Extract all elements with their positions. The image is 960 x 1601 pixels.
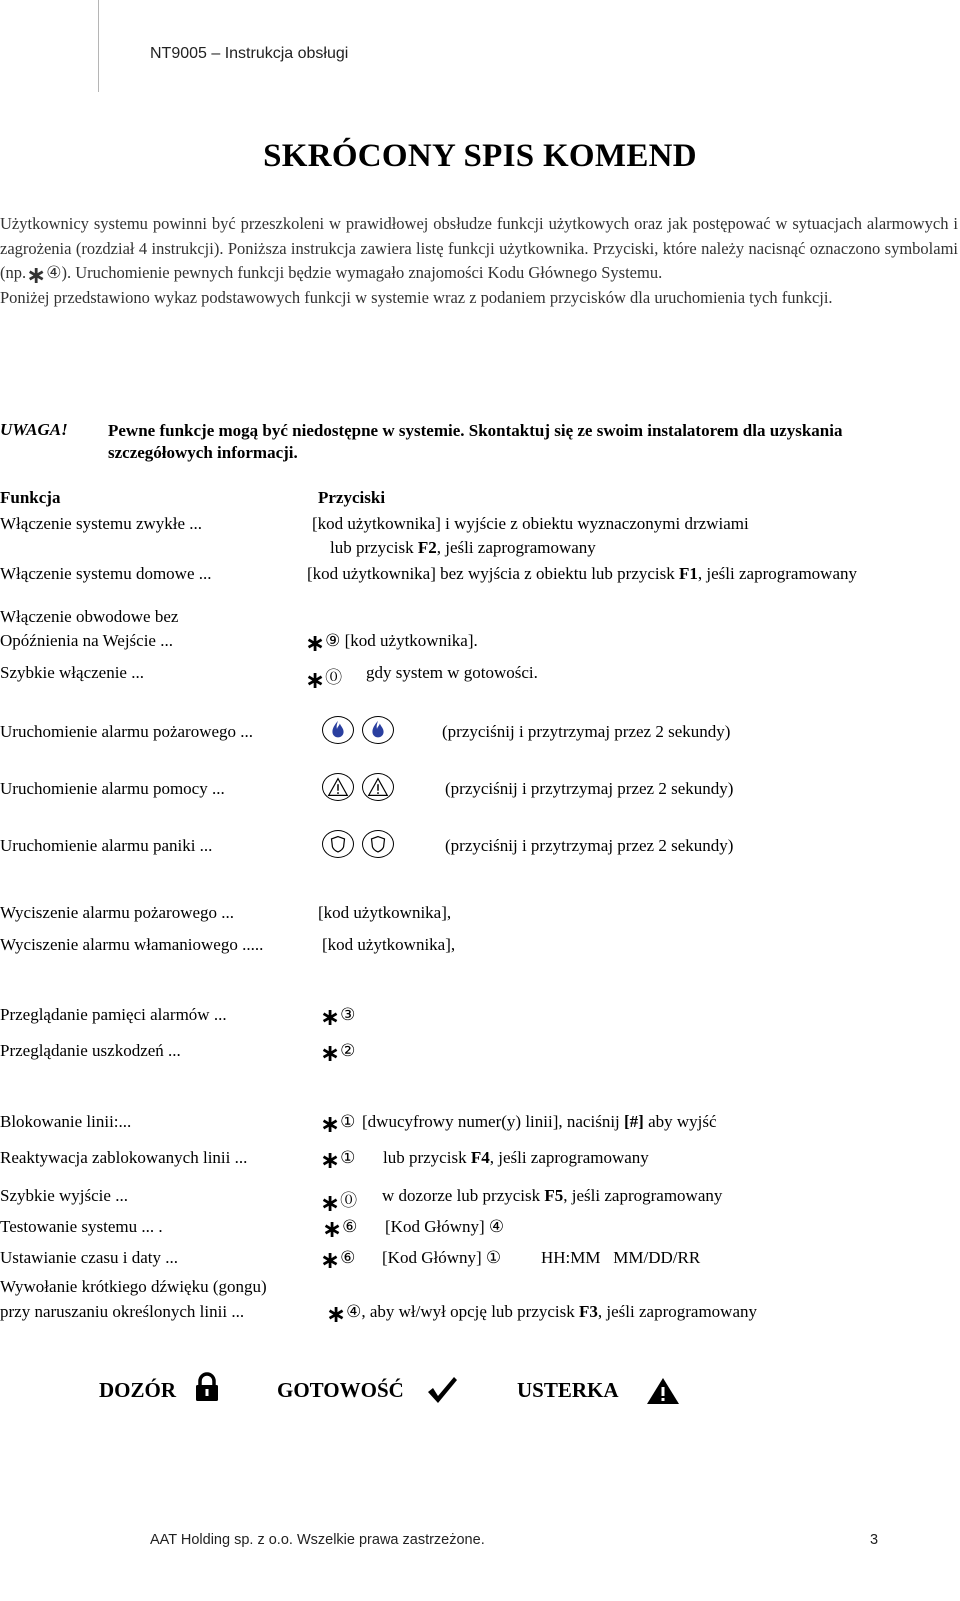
row-memory-keys bbox=[320, 1003, 356, 1031]
star-key-icon: ∗ bbox=[322, 1215, 343, 1243]
checkmark-icon bbox=[425, 1375, 459, 1405]
lock-icon bbox=[194, 1372, 220, 1402]
key-3-icon: ③ bbox=[340, 1005, 356, 1025]
row-aux-label: Uruchomienie alarmu pomocy ... bbox=[0, 779, 225, 798]
row-silence-burglary-label: Wyciszenie alarmu włamaniowego ..... bbox=[0, 935, 264, 954]
row-chime-keys: ∗④, aby wł/wył opcję lub przycisk F3, jeśli zaprogramowany bbox=[326, 1300, 757, 1328]
row-bypass-label: Blokowanie linii:... bbox=[0, 1112, 132, 1131]
row-chime-label-1: Wywołanie krótkiego dźwięku (gongu) bbox=[0, 1277, 267, 1296]
row-panic-label: Uruchomienie alarmu paniki ... bbox=[0, 836, 213, 855]
star-key-icon: ∗ bbox=[320, 1246, 341, 1274]
page-footer: AAT Holding sp. z o.o. Wszelkie prawa zastrzeżone. bbox=[150, 1532, 485, 1548]
row-arm-stay-label: Włączenie systemu domowe ... bbox=[0, 564, 212, 583]
page-header: NT9005 – Instrukcja obsługi bbox=[150, 45, 349, 62]
key-1-icon: ① bbox=[340, 1148, 356, 1168]
row-time-label: Ustawianie czasu i daty ... bbox=[0, 1248, 178, 1267]
row-quick-arm-keys bbox=[305, 663, 343, 694]
header-divider bbox=[98, 0, 99, 92]
key-1-icon: ① bbox=[485, 1248, 502, 1268]
row-quick-arm-label: Szybkie włączenie ... bbox=[0, 663, 144, 682]
intro-paragraph-1: Użytkownicy systemu powinni być przeszkoleni w prawidłowej obsłudze funkcji użytkowych oraz jak postępować w sytuacjach alarmowych i zagrożenia (rozdział 4 instrukcji). Poniższa instrukcja zawiera listę funkcji użytkownika. Przyciski, które należy nacisnąć oznaczono symbolami (np.∗④). Uruchomienie pewnych funkcji będzie wymagało znajomości Kodu Głównego Systemu. bbox=[0, 214, 958, 290]
warning-label: UWAGA! bbox=[0, 420, 68, 439]
row-nodelay-label-2: Opóźnienia na Wejście ... bbox=[0, 631, 173, 650]
row-quick-exit-text: w dozorze lub przycisk F5, jeśli zaprogramowany bbox=[382, 1186, 723, 1205]
star-key-icon: ∗ bbox=[326, 1300, 347, 1328]
armed-status-label: DOZÓR bbox=[99, 1378, 177, 1402]
row-aux-note: (przyciśnij i przytrzymaj przez 2 sekundy) bbox=[445, 779, 734, 798]
star-key-icon: ∗ bbox=[320, 1039, 341, 1067]
column-header-keys: Przyciski bbox=[318, 488, 386, 507]
row-troubles-keys bbox=[320, 1039, 356, 1067]
row-test-label: Testowanie systemu ... . bbox=[0, 1217, 163, 1236]
star-key-icon: ∗ bbox=[320, 1003, 341, 1031]
row-quick-arm-text: gdy system w gotowości. bbox=[366, 663, 538, 682]
fire-key-icon bbox=[362, 716, 394, 744]
row-test-keys bbox=[322, 1215, 358, 1243]
intro-paragraph-2: Poniżej przedstawiono wykaz podstawowych funkcji w systemie wraz z podaniem przycisków dla uruchomienia tych funkcji. bbox=[0, 287, 833, 307]
key-6-icon: ⑥ bbox=[342, 1217, 358, 1237]
row-silence-burglary-keys: [kod użytkownika], bbox=[322, 935, 456, 954]
warning-icon bbox=[645, 1376, 681, 1406]
row-arm-away-label: Włączenie systemu zwykłe ... bbox=[0, 514, 203, 533]
row-nodelay-label-1: Włączenie obwodowe bez bbox=[0, 607, 179, 626]
key-4-icon: ④ bbox=[346, 1302, 362, 1322]
row-reactivate-text: lub przycisk F4, jeśli zaprogramowany bbox=[383, 1148, 649, 1167]
row-fire-note: (przyciśnij i przytrzymaj przez 2 sekundy) bbox=[442, 722, 731, 741]
row-arm-stay-keys: [kod użytkownika] bez wyjścia z obiektu lub przycisk F1, jeśli zaprogramowany bbox=[307, 564, 857, 583]
row-quick-exit-label: Szybkie wyjście ... bbox=[0, 1186, 128, 1205]
intro-text bbox=[0, 212, 958, 310]
key-6-icon: ⑥ bbox=[340, 1248, 356, 1268]
aux-key-icon bbox=[322, 773, 354, 801]
row-arm-away-keys-2: lub przycisk F2, jeśli zaprogramowany bbox=[330, 538, 596, 557]
key-4-icon: ④ bbox=[46, 263, 62, 284]
star-key-icon: ∗ bbox=[305, 629, 326, 657]
row-time-keys bbox=[320, 1246, 356, 1274]
key-4-icon: ④ bbox=[488, 1217, 505, 1237]
row-reactivate-label: Reaktywacja zablokowanych linii ... bbox=[0, 1148, 248, 1167]
row-reactivate-keys bbox=[320, 1146, 356, 1174]
row-arm-away-keys: [kod użytkownika] i wyjście z obiektu wyznaczonymi drzwiami bbox=[312, 514, 749, 533]
page-title: SKRÓCONY SPIS KOMEND bbox=[263, 138, 697, 174]
row-troubles-label: Przeglądanie uszkodzeń ... bbox=[0, 1041, 181, 1060]
row-bypass-text: [dwucyfrowy numer(y) linii], naciśnij [#] aby wyjść bbox=[362, 1112, 717, 1131]
row-panic-note: (przyciśnij i przytrzymaj przez 2 sekundy) bbox=[445, 836, 734, 855]
star-key-icon: ∗ bbox=[305, 666, 326, 694]
star-key-icon: ∗ bbox=[320, 1110, 341, 1138]
row-time-format: HH:MM MM/DD/RR bbox=[541, 1248, 701, 1267]
key-0-icon: ⓪ bbox=[340, 1191, 358, 1211]
star-key-icon: ∗ bbox=[320, 1146, 341, 1174]
row-time-text: [Kod Główny] ① bbox=[382, 1248, 502, 1268]
aux-key-icon bbox=[362, 773, 394, 801]
key-1-icon: ① bbox=[340, 1112, 356, 1132]
row-quick-exit-keys bbox=[320, 1186, 358, 1217]
row-nodelay-keys: ∗⑨ [kod użytkownika]. bbox=[305, 629, 478, 657]
warning-text: Pewne funkcje mogą być niedostępne w systemie. Skontaktuj się ze swoim instalatorem dla uzyskania szczegółowych informacji. bbox=[108, 421, 843, 462]
row-test-text: [Kod Główny] ④ bbox=[385, 1217, 505, 1237]
fire-key-icon bbox=[322, 716, 354, 744]
row-chime-label-2: przy naruszaniu określonych linii ... bbox=[0, 1302, 245, 1321]
panic-key-icon bbox=[362, 830, 394, 858]
ready-status-label: GOTOWOŚĆ bbox=[277, 1378, 404, 1402]
row-memory-label: Przeglądanie pamięci alarmów ... bbox=[0, 1005, 227, 1024]
row-bypass-keys bbox=[320, 1110, 356, 1138]
row-silence-fire-keys: [kod użytkownika], bbox=[318, 903, 452, 922]
key-9-icon: ⑨ bbox=[325, 631, 341, 651]
row-fire-label: Uruchomienie alarmu pożarowego ... bbox=[0, 722, 254, 741]
key-2-icon: ② bbox=[340, 1041, 356, 1061]
panic-key-icon bbox=[322, 830, 354, 858]
column-header-function: Funkcja bbox=[0, 488, 61, 507]
star-key-icon: ∗ bbox=[320, 1189, 341, 1217]
row-silence-fire-label: Wyciszenie alarmu pożarowego ... bbox=[0, 903, 235, 922]
page-number: 3 bbox=[870, 1532, 879, 1548]
trouble-status-label: USTERKA bbox=[517, 1378, 619, 1402]
star-key-icon: ∗ bbox=[26, 261, 47, 290]
key-0-icon: ⓪ bbox=[325, 668, 343, 688]
